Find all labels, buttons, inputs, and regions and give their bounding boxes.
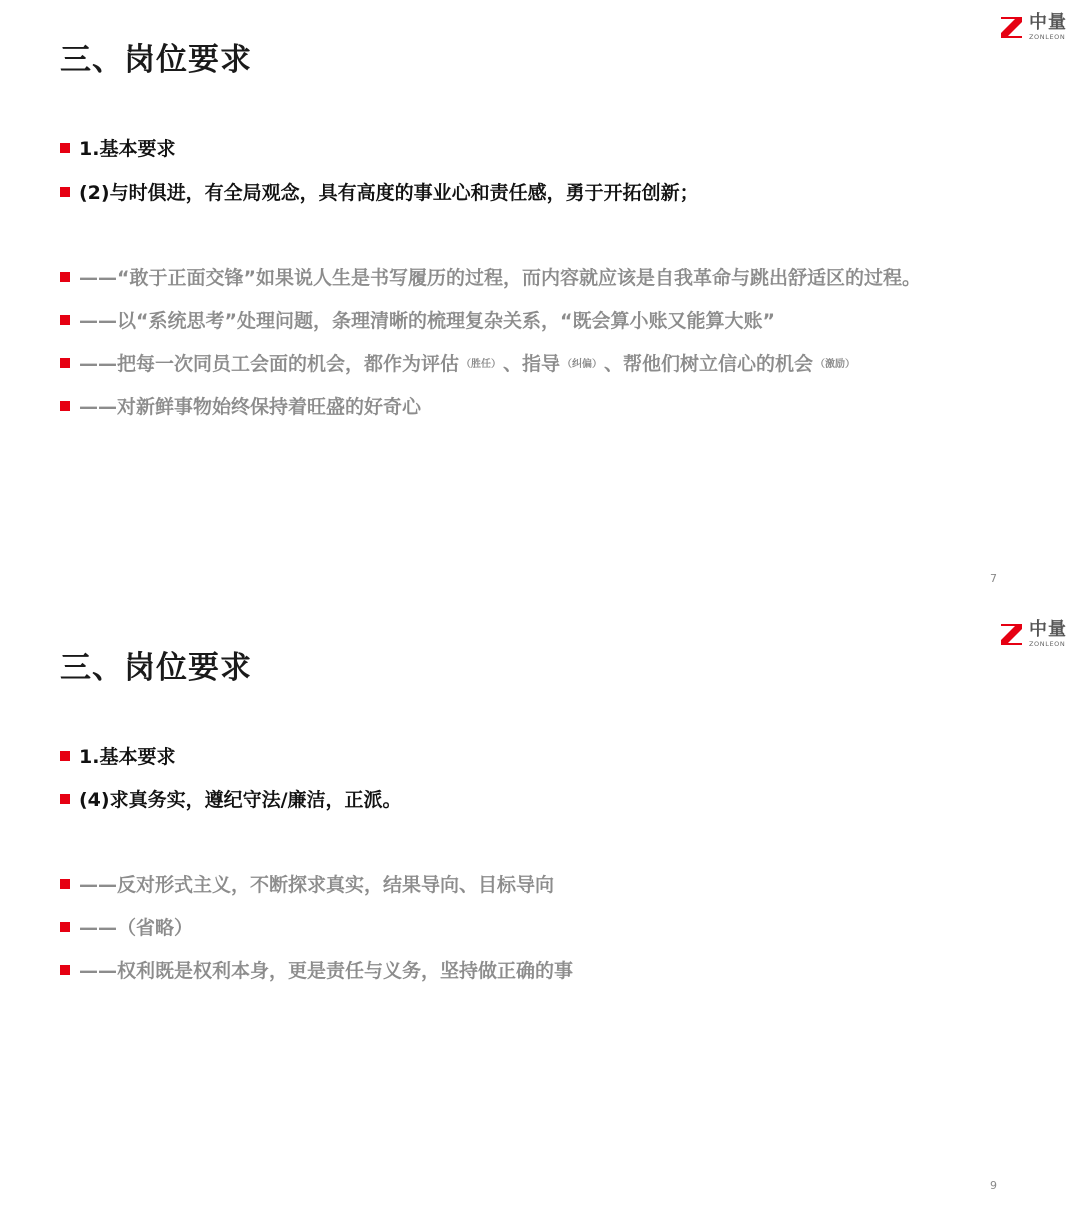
- red-square-bullet-icon: [60, 401, 70, 411]
- list-item-text: 、指导: [503, 353, 561, 375]
- page-number: 9: [990, 1179, 997, 1192]
- logo-chinese-text: 中量: [1029, 619, 1067, 641]
- requirement-item: [60, 785, 402, 812]
- red-square-bullet-icon: [60, 358, 70, 368]
- list-item-note: （纠偏）: [562, 359, 603, 370]
- logo-english-text: ZONLEON: [1029, 33, 1066, 42]
- list-item-text: ——把每一次同员工会面的机会，都作为评估: [79, 353, 460, 375]
- red-square-bullet-icon: [60, 751, 70, 761]
- red-square-bullet-icon: [60, 965, 70, 975]
- red-square-bullet-icon: [60, 922, 70, 932]
- list-item: [60, 870, 554, 897]
- list-item-text: ——以“系统思考”处理问题，条理清晰的梳理复杂关系，“既会算小账又能算大账”: [79, 310, 775, 332]
- red-square-bullet-icon: [60, 272, 70, 282]
- requirement-text: (2)与时俱进，有全局观念，具有高度的事业心和责任感，勇于开拓创新；: [79, 182, 699, 204]
- list-item: [60, 956, 573, 983]
- red-square-bullet-icon: [60, 187, 70, 197]
- list-item-text: ——权利既是权利本身，更是责任与义务，坚持做正确的事: [79, 960, 574, 982]
- list-item-text: 、帮他们树立信心的机会: [604, 353, 814, 375]
- list-item: [60, 913, 193, 940]
- list-item-text: ——（省略）: [79, 917, 194, 939]
- slide-title: 三、岗位要求: [60, 42, 252, 78]
- company-logo: [998, 621, 1067, 648]
- list-item: [60, 392, 421, 419]
- list-item: [60, 349, 857, 376]
- list-item-text: ——对新鲜事物始终保持着旺盛的好奇心: [79, 396, 422, 418]
- list-item-note: （激励）: [815, 359, 856, 370]
- red-square-bullet-icon: [60, 315, 70, 325]
- section-heading-text: 1.基本要求: [79, 746, 176, 768]
- requirement-text: (4)求真务实，遵纪守法/廉洁，正派。: [79, 789, 402, 811]
- red-square-bullet-icon: [60, 143, 70, 153]
- section-heading-text: 1.基本要求: [79, 138, 176, 160]
- section-heading: [60, 134, 175, 161]
- slide-title: 三、岗位要求: [60, 650, 252, 686]
- zonleon-logo-icon: [998, 621, 1025, 648]
- list-item-text: ——“敢于正面交锋”如果说人生是书写履历的过程，而内容就应该是自我革命与跳出舒适区的过程。: [79, 267, 921, 289]
- logo-chinese-text: 中量: [1029, 12, 1067, 34]
- section-heading: [60, 742, 175, 769]
- red-square-bullet-icon: [60, 794, 70, 804]
- list-item-note: （胜任）: [461, 359, 502, 370]
- logo-english-text: ZONLEON: [1029, 640, 1066, 649]
- page-number: 7: [990, 572, 997, 585]
- list-item-text: ——反对形式主义，不断探求真实，结果导向、目标导向: [79, 874, 555, 896]
- requirement-item: [60, 178, 699, 205]
- list-item: [60, 306, 775, 333]
- company-logo: [998, 14, 1067, 41]
- zonleon-logo-icon: [998, 14, 1025, 41]
- slide-7: [0, 0, 1080, 607]
- slide-9: [0, 607, 1080, 1215]
- list-item: [60, 263, 921, 290]
- red-square-bullet-icon: [60, 879, 70, 889]
